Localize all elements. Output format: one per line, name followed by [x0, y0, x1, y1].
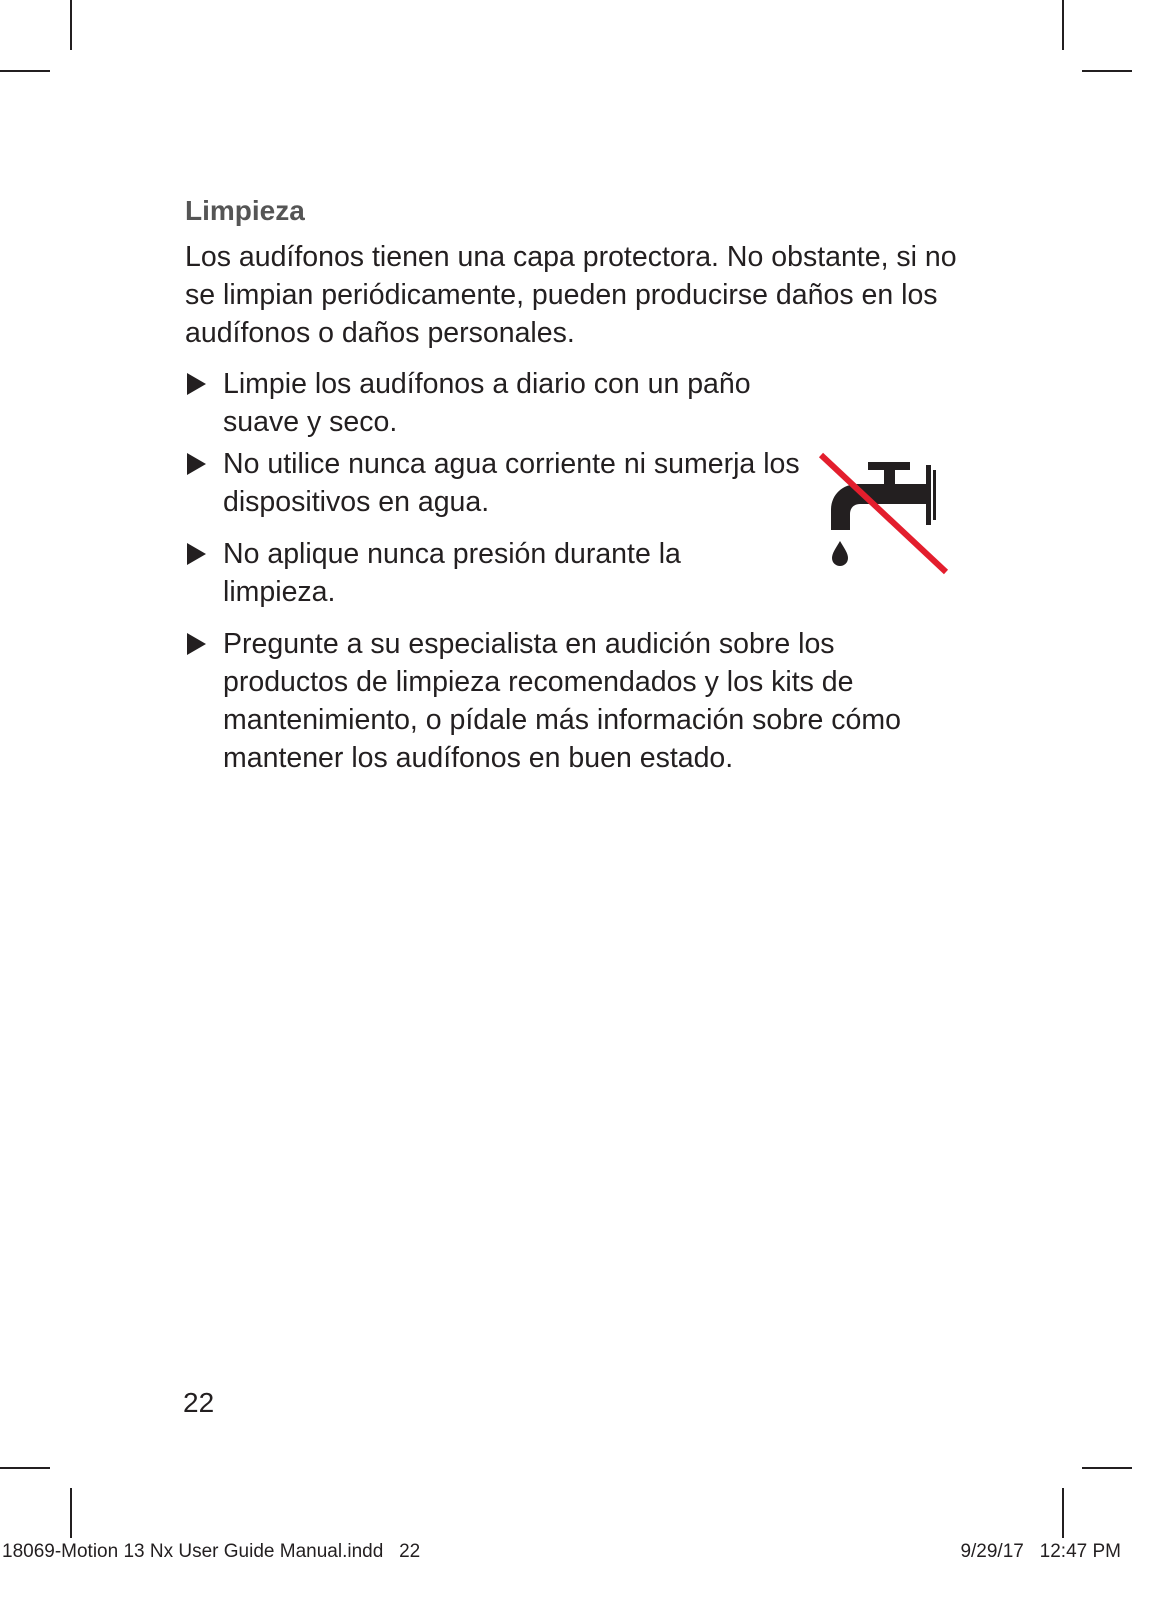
crop-mark-top-right-horizontal: [1082, 70, 1132, 72]
crop-mark-bottom-right-horizontal: [1082, 1467, 1132, 1469]
page-number: 22: [183, 1387, 215, 1418]
triangle-right-icon: [187, 373, 206, 395]
list-item-text: Pregunte a su especialista en audición sobre los productos de limpieza recomendados y los kits de mantenimiento, o pídale más información sobre cómo mantener los audífonos en buen estado.: [223, 628, 902, 774]
triangle-right-icon: [187, 453, 206, 475]
list-item-text: No utilice nunca agua corriente ni sumerja los dispositivos en agua.: [223, 448, 800, 518]
crop-mark-bottom-right-vertical: [1062, 1488, 1064, 1538]
crop-mark-top-right-vertical: [1062, 0, 1064, 50]
crop-mark-top-left-vertical: [70, 0, 72, 50]
section-heading: Limpieza: [185, 195, 305, 226]
triangle-right-icon: [187, 633, 206, 655]
crop-mark-bottom-left-vertical: [70, 1488, 72, 1538]
list-item-text: Limpie los audífonos a diario con un paño suave y seco.: [223, 368, 751, 438]
file-slug: 18069-Motion 13 Nx User Guide Manual.indd 22: [2, 1541, 421, 1562]
no-running-water-icon: [818, 450, 950, 576]
crop-mark-bottom-left-horizontal: [0, 1467, 50, 1469]
triangle-right-icon: [187, 543, 206, 565]
intro-paragraph: Los audífonos tienen una capa protectora. No obstante, si no se limpian periódicamente, pueden producirse daños en los audífonos o daños personales.: [185, 241, 957, 349]
crop-mark-top-left-horizontal: [0, 70, 50, 72]
list-item-text: No aplique nunca presión durante la limpieza.: [223, 538, 681, 608]
date-slug: 9/29/17 12:47 PM: [960, 1541, 1121, 1562]
